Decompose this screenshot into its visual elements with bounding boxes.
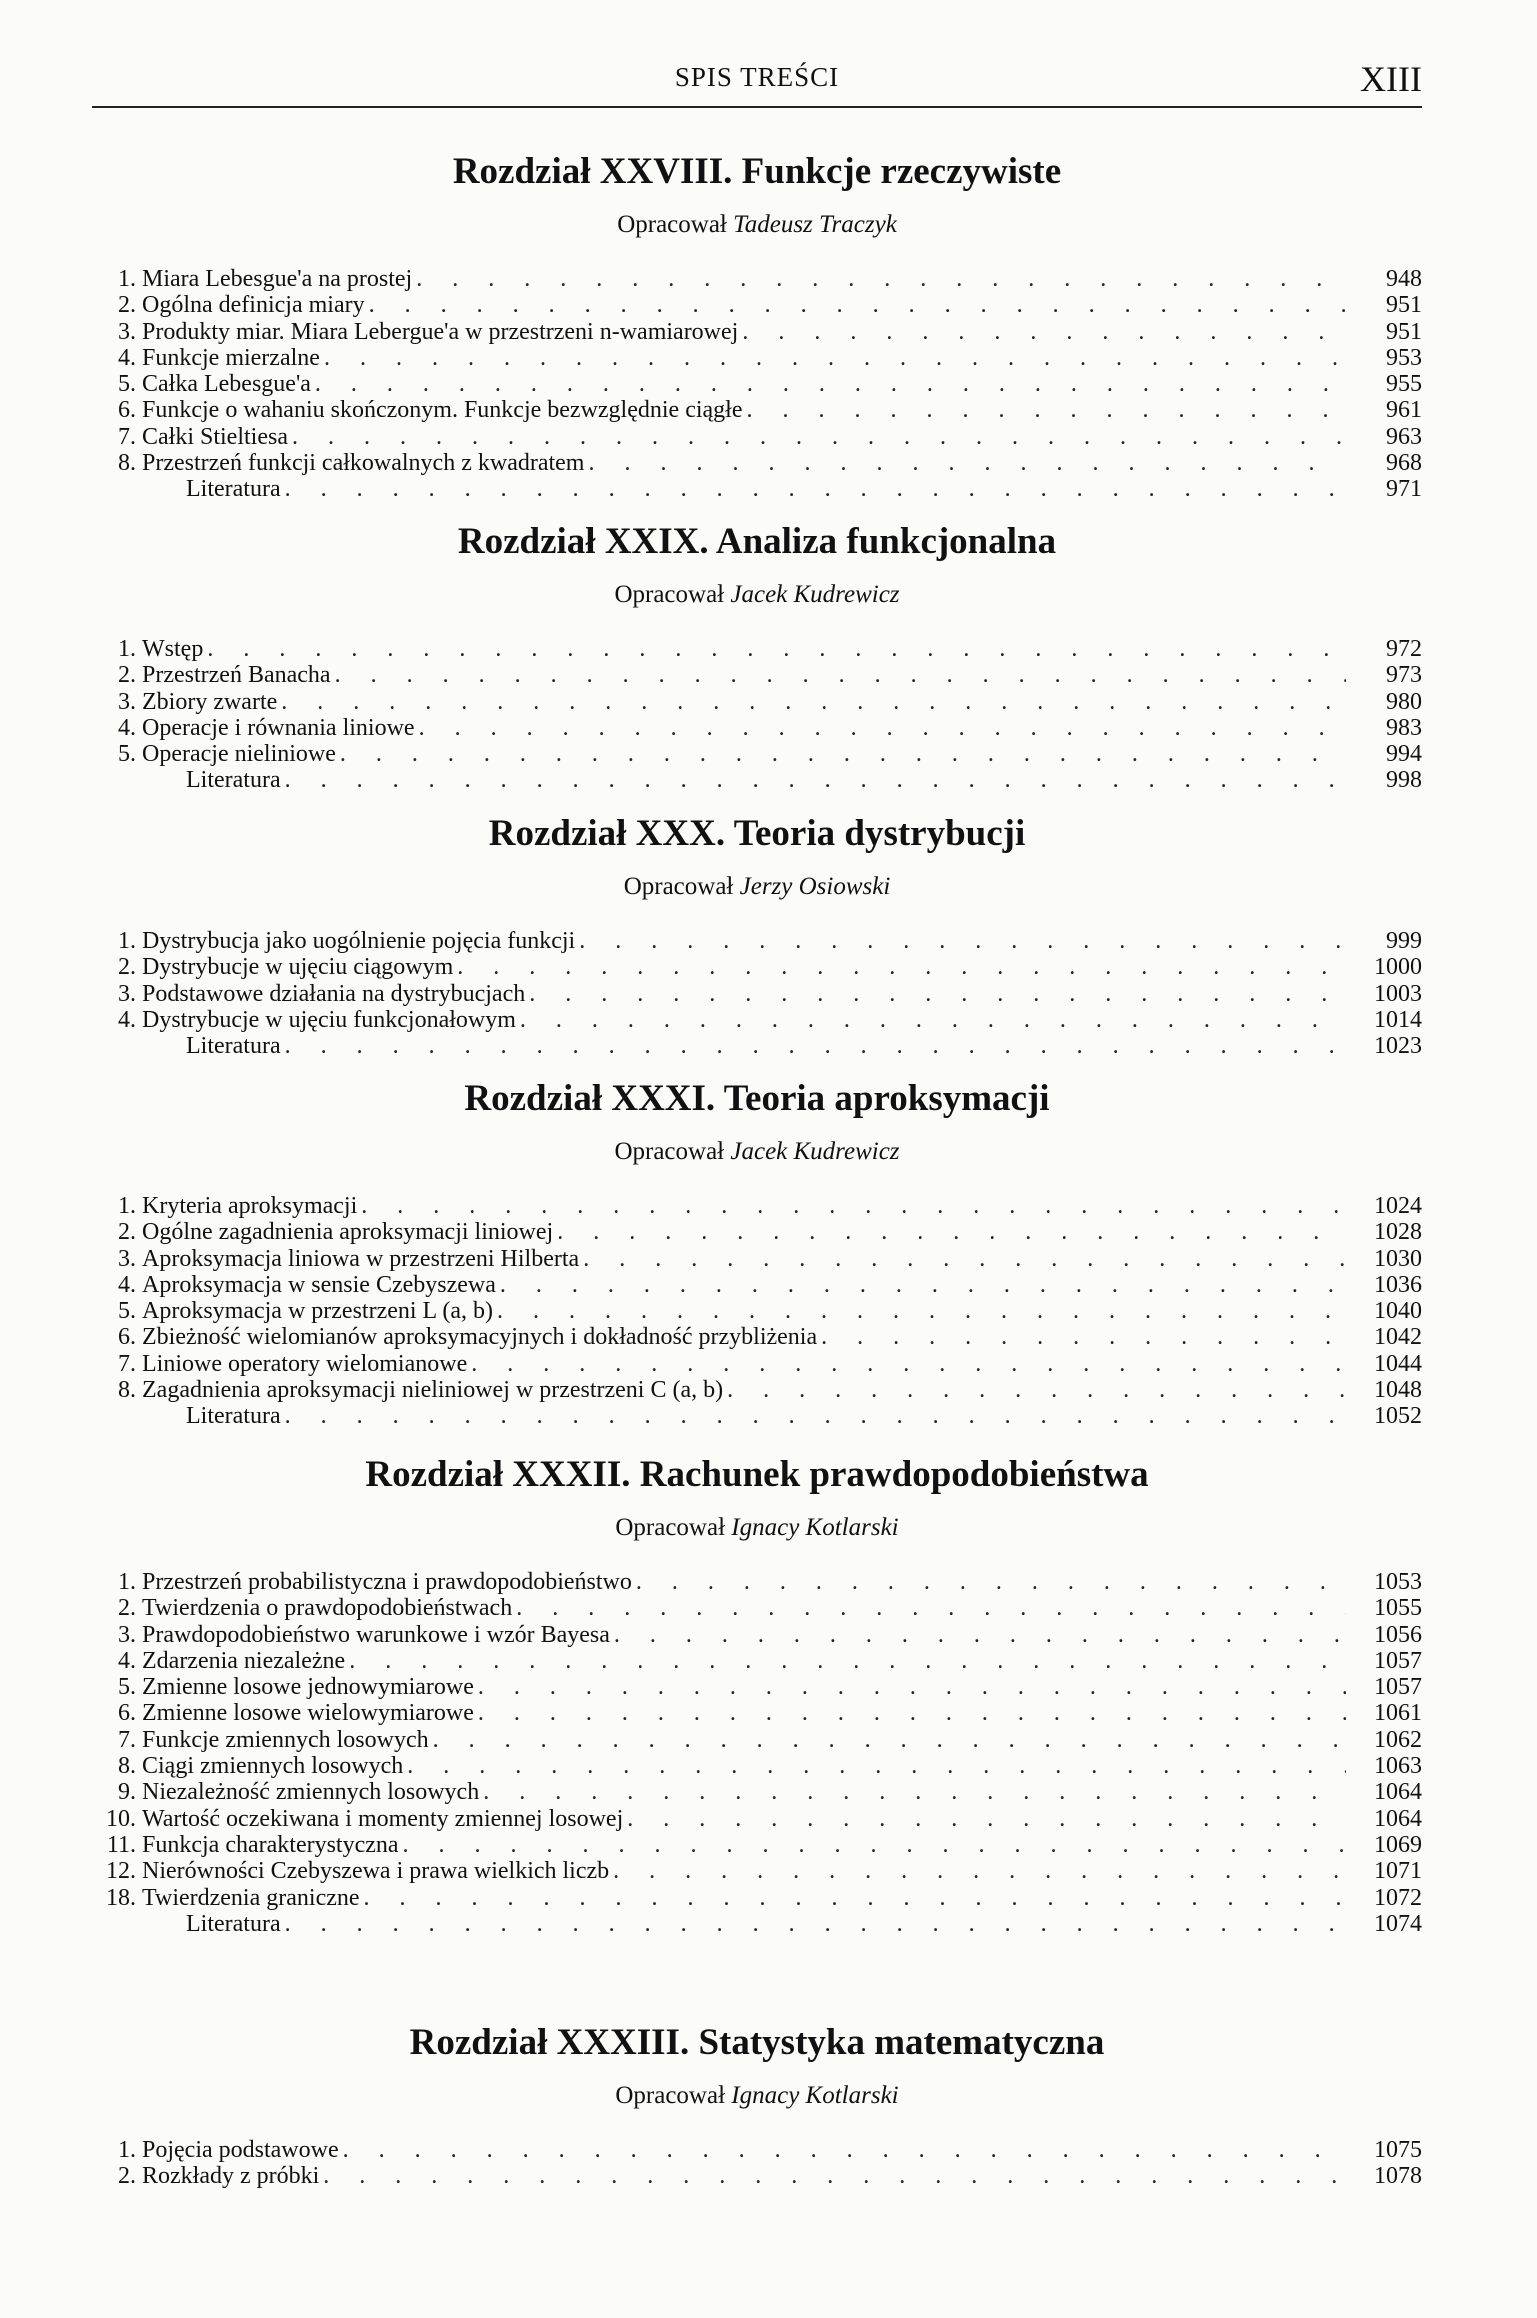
toc-entry xyxy=(92,1246,1422,1272)
toc-list xyxy=(92,1569,1422,1937)
toc-entry xyxy=(92,981,1422,1007)
chapter-title xyxy=(92,1077,1422,1121)
dot-leader xyxy=(285,767,1346,793)
dot-leader xyxy=(292,424,1346,450)
entry-number: 5. xyxy=(118,1674,136,1701)
entry-title: Zbieżność wielomianów aproksymacyjnych i dokładność przybliżenia xyxy=(142,1324,818,1351)
dot-leader xyxy=(281,689,1346,715)
dot-leader xyxy=(323,2163,1346,2189)
entry-title: Dystrybucje w ujęciu ciągowym xyxy=(142,954,454,981)
entry-title: Produkty miar. Miara Lebergue'a w przestrzeni n-wamiarowej xyxy=(142,318,739,345)
chapter-title xyxy=(92,2021,1422,2065)
author-label: Opracował xyxy=(615,1514,726,1541)
entry-title: Ogólne zagadnienia aproksymacji liniowej xyxy=(142,1219,554,1246)
entry-page: 1040 xyxy=(1374,1298,1422,1325)
entry-number: 3. xyxy=(118,318,136,345)
entry-title: Kryteria aproksymacji xyxy=(142,1193,358,1219)
dot-leader xyxy=(497,1298,1346,1324)
entry-number: 1. xyxy=(118,266,136,292)
chapter-topic: Funkcje rzeczywiste xyxy=(741,151,1062,192)
entry-title: Całki Stieltiesa xyxy=(142,423,288,450)
entry-page: 1014 xyxy=(1374,1006,1422,1033)
entry-page: 961 xyxy=(1386,397,1422,424)
dot-leader xyxy=(403,1832,1346,1858)
toc-list xyxy=(92,636,1422,794)
entry-number: 1. xyxy=(118,1193,136,1219)
entry-number: 18. xyxy=(106,1884,136,1911)
dot-leader xyxy=(343,2137,1346,2163)
entry-number: 7. xyxy=(118,423,136,450)
toc-entry xyxy=(92,1007,1422,1033)
toc-list xyxy=(92,2137,1422,2190)
toc-entry-literature xyxy=(92,767,1422,793)
toc-entry xyxy=(92,1806,1422,1832)
entry-number: 4. xyxy=(118,714,136,741)
toc-entry xyxy=(92,1595,1422,1621)
toc-entry xyxy=(92,1377,1422,1403)
entry-title: Zdarzenia niezależne xyxy=(142,1647,346,1674)
entry-page: 971 xyxy=(1386,476,1422,503)
toc-entry xyxy=(92,1622,1422,1648)
entry-number: 6. xyxy=(118,397,136,424)
toc-entry xyxy=(92,1858,1422,1884)
toc-entry xyxy=(92,1569,1422,1595)
entry-page: 973 xyxy=(1386,662,1422,689)
toc-entry xyxy=(92,1753,1422,1779)
toc-entry xyxy=(92,1779,1422,1805)
dot-leader xyxy=(746,397,1346,423)
dot-leader xyxy=(369,292,1346,318)
dot-leader xyxy=(557,1219,1346,1245)
page-header xyxy=(92,58,1422,108)
entry-page: 1000 xyxy=(1374,954,1422,981)
entry-number: 3. xyxy=(118,1621,136,1648)
chapter-title xyxy=(92,812,1422,856)
dot-leader xyxy=(614,1622,1346,1648)
dot-leader xyxy=(416,266,1346,292)
chapter-author xyxy=(92,2081,1422,2111)
entry-page: 953 xyxy=(1386,344,1422,371)
toc-entry xyxy=(92,397,1422,423)
entry-page: 1055 xyxy=(1374,1595,1422,1622)
entry-number: 1. xyxy=(118,928,136,954)
chapter-number: Rozdział XXXI. xyxy=(464,1078,716,1119)
toc-entry xyxy=(92,345,1422,371)
dot-leader xyxy=(613,1858,1346,1884)
entry-page: 1057 xyxy=(1374,1674,1422,1701)
dot-leader xyxy=(285,476,1346,502)
chapter-topic: Rachunek prawdopodobieństwa xyxy=(639,1454,1149,1495)
entry-page: 1053 xyxy=(1374,1569,1422,1595)
entry-title: Twierdzenia graniczne xyxy=(142,1884,360,1911)
entry-number: 1. xyxy=(118,1569,136,1595)
entry-page: 1030 xyxy=(1374,1245,1422,1272)
toc-entry xyxy=(92,2137,1422,2163)
toc-entry xyxy=(92,1324,1422,1350)
author-label: Opracował xyxy=(617,211,727,238)
dot-leader xyxy=(361,1193,1346,1219)
entry-number: 10. xyxy=(106,1805,136,1832)
entry-page: 1074 xyxy=(1374,1910,1422,1937)
entry-number: 8. xyxy=(118,1377,136,1404)
entry-title: Operacje i równania liniowe xyxy=(142,714,415,741)
entry-page: 994 xyxy=(1386,741,1422,768)
dot-leader xyxy=(583,1246,1346,1272)
entry-number: 5. xyxy=(118,741,136,768)
toc-entry xyxy=(92,1219,1422,1245)
chapter-number: Rozdział XXVIII. xyxy=(452,151,733,192)
toc-entry xyxy=(92,2163,1422,2189)
toc-list xyxy=(92,928,1422,1059)
entry-number: 2. xyxy=(118,954,136,981)
entry-page: 963 xyxy=(1386,423,1422,450)
entry-title: Dystrybucja jako uogólnienie pojęcia funkcji xyxy=(142,928,576,954)
toc-entry xyxy=(92,1351,1422,1377)
entry-title: Literatura xyxy=(186,767,281,794)
dot-leader xyxy=(315,371,1346,397)
entry-title: Aproksymacja liniowa w przestrzeni Hilberta xyxy=(142,1245,580,1272)
entry-page: 1024 xyxy=(1374,1193,1422,1219)
entry-title: Dystrybucje w ujęciu funkcjonałowym xyxy=(142,1006,516,1033)
entry-title: Zmienne losowe jednowymiarowe xyxy=(142,1674,474,1701)
author-label: Opracował xyxy=(614,581,725,608)
toc-entry xyxy=(92,1648,1422,1674)
dot-leader xyxy=(471,1351,1346,1377)
entry-title: Podstawowe działania na dystrybucjach xyxy=(142,980,526,1007)
entry-title: Ciągi zmiennych losowych xyxy=(142,1753,404,1780)
entry-page: 1036 xyxy=(1374,1271,1422,1298)
entry-number: 2. xyxy=(118,662,136,689)
entry-page: 1072 xyxy=(1374,1884,1422,1911)
entry-number: 7. xyxy=(118,1350,136,1377)
author-name: Tadeusz Traczyk xyxy=(733,211,897,238)
toc-entry xyxy=(92,636,1422,662)
entry-title: Literatura xyxy=(186,1033,281,1060)
toc-entry xyxy=(92,319,1422,345)
entry-title: Ogólna definicja miary xyxy=(142,292,365,319)
author-name: Ignacy Kotlarski xyxy=(731,1514,899,1541)
toc-entry xyxy=(92,1832,1422,1858)
dot-leader xyxy=(727,1377,1346,1403)
dot-leader xyxy=(207,636,1346,662)
dot-leader xyxy=(478,1700,1346,1726)
entry-number: 2. xyxy=(118,292,136,319)
dot-leader xyxy=(285,1911,1346,1937)
chapter-topic: Teoria dystrybucji xyxy=(733,813,1026,854)
chapter-topic: Analiza funkcjonalna xyxy=(715,521,1057,562)
chapter-author xyxy=(92,872,1422,902)
chapter-number: Rozdział XXXII. xyxy=(365,1454,631,1495)
entry-title: Prawdopodobieństwo warunkowe i wzór Bayesa xyxy=(142,1621,610,1648)
dot-leader xyxy=(742,319,1346,345)
entry-title: Literatura xyxy=(186,1403,281,1430)
entry-page: 983 xyxy=(1386,714,1422,741)
entry-number: 6. xyxy=(118,1700,136,1727)
entry-title: Aproksymacja w przestrzeni L (a, b) xyxy=(142,1298,493,1325)
toc-entry xyxy=(92,1272,1422,1298)
entry-title: Pojęcia podstawowe xyxy=(142,2137,339,2163)
entry-page: 951 xyxy=(1386,318,1422,345)
entry-title: Funkcje o wahaniu skończonym. Funkcje bezwzględnie ciągłe xyxy=(142,397,743,424)
entry-title: Literatura xyxy=(186,476,281,503)
author-name: Jerzy Osiowski xyxy=(739,873,891,900)
entry-page: 980 xyxy=(1386,688,1422,715)
entry-page: 1052 xyxy=(1374,1403,1422,1430)
toc-entry xyxy=(92,1298,1422,1324)
entry-page: 1063 xyxy=(1374,1753,1422,1780)
dot-leader xyxy=(324,345,1346,371)
entry-page: 1044 xyxy=(1374,1350,1422,1377)
entry-title: Literatura xyxy=(186,1910,281,1937)
dot-leader xyxy=(285,1403,1346,1429)
entry-page: 1071 xyxy=(1374,1858,1422,1885)
entry-page: 1056 xyxy=(1374,1621,1422,1648)
toc-entry xyxy=(92,1727,1422,1753)
entry-number: 4. xyxy=(118,344,136,371)
toc-entry-literature xyxy=(92,1403,1422,1429)
toc-entry-literature xyxy=(92,1911,1422,1937)
entry-title: Przestrzeń Banacha xyxy=(142,662,331,689)
toc-entry xyxy=(92,662,1422,688)
entry-number: 6. xyxy=(118,1324,136,1351)
entry-page: 1064 xyxy=(1374,1779,1422,1806)
dot-leader xyxy=(529,981,1346,1007)
entry-title: Funkcje zmiennych losowych xyxy=(142,1726,429,1753)
toc-list xyxy=(92,1193,1422,1430)
toc-entry xyxy=(92,954,1422,980)
entry-page: 1057 xyxy=(1374,1647,1422,1674)
entry-number: 8. xyxy=(118,1753,136,1780)
entry-page: 1023 xyxy=(1374,1033,1422,1060)
entry-page: 955 xyxy=(1386,371,1422,398)
chapter-xxxi xyxy=(92,1077,1422,1430)
entry-number: 12. xyxy=(106,1858,136,1885)
entry-title: Operacje nieliniowe xyxy=(142,741,336,768)
toc-entry xyxy=(92,715,1422,741)
toc-entry-literature xyxy=(92,476,1422,502)
chapter-xxix xyxy=(92,520,1422,794)
entry-title: Wartość oczekiwana i momenty zmiennej losowej xyxy=(142,1805,624,1832)
entry-number: 2. xyxy=(118,1595,136,1622)
entry-number: 5. xyxy=(118,371,136,398)
chapter-topic: Statystyka matematyczna xyxy=(698,2022,1105,2063)
entry-number: 11. xyxy=(106,1831,136,1858)
dot-leader xyxy=(520,1007,1346,1033)
dot-leader xyxy=(419,715,1346,741)
page-number: XIII xyxy=(1360,59,1422,99)
entry-number: 3. xyxy=(118,688,136,715)
entry-title: Niezależność zmiennych losowych xyxy=(142,1779,480,1806)
toc-entry xyxy=(92,689,1422,715)
chapter-author xyxy=(92,580,1422,610)
toc-entry xyxy=(92,292,1422,318)
dot-leader xyxy=(478,1674,1346,1700)
entry-page: 998 xyxy=(1386,767,1422,794)
entry-number: 1. xyxy=(118,2137,136,2163)
toc-entry-literature xyxy=(92,1033,1422,1059)
chapter-number: Rozdział XXIX. xyxy=(457,521,709,562)
author-name: Jacek Kudrewicz xyxy=(730,581,900,608)
chapter-xxxii xyxy=(92,1453,1422,1937)
entry-number: 3. xyxy=(118,1245,136,1272)
dot-leader xyxy=(407,1753,1346,1779)
toc-entry xyxy=(92,450,1422,476)
entry-number: 1. xyxy=(118,636,136,662)
dot-leader xyxy=(579,928,1346,954)
author-label: Opracował xyxy=(614,1138,725,1165)
dot-leader xyxy=(500,1272,1346,1298)
dot-leader xyxy=(364,1885,1346,1911)
dot-leader xyxy=(636,1569,1346,1595)
toc-entry xyxy=(92,1885,1422,1911)
dot-leader xyxy=(349,1648,1346,1674)
dot-leader xyxy=(483,1779,1346,1805)
entry-title: Zmienne losowe wielowymiarowe xyxy=(142,1700,474,1727)
chapter-author xyxy=(92,1137,1422,1167)
entry-page: 1078 xyxy=(1374,2163,1422,2190)
entry-number: 2. xyxy=(118,1219,136,1246)
author-label: Opracował xyxy=(615,2082,726,2109)
entry-title: Zagadnienia aproksymacji nieliniowej w przestrzeni C (a, b) xyxy=(142,1377,724,1404)
chapter-topic: Teoria aproksymacji xyxy=(723,1078,1050,1119)
entry-page: 972 xyxy=(1386,636,1422,662)
dot-leader xyxy=(821,1324,1346,1350)
entry-title: Twierdzenia o prawdopodobieństwach xyxy=(142,1595,513,1622)
entry-number: 7. xyxy=(118,1726,136,1753)
toc-entry xyxy=(92,266,1422,292)
entry-title: Funkcja charakterystyczna xyxy=(142,1831,399,1858)
dot-leader xyxy=(335,662,1346,688)
entry-title: Aproksymacja w sensie Czebyszewa xyxy=(142,1271,496,1298)
entry-page: 968 xyxy=(1386,450,1422,477)
toc-entry xyxy=(92,928,1422,954)
entry-title: Zbiory zwarte xyxy=(142,688,278,715)
entry-number: 4. xyxy=(118,1006,136,1033)
chapter-title xyxy=(92,150,1422,194)
chapter-xxx xyxy=(92,812,1422,1059)
running-head: SPIS TREŚCI xyxy=(674,62,840,92)
entry-title: Funkcje mierzalne xyxy=(142,344,320,371)
author-name: Ignacy Kotlarski xyxy=(731,2082,899,2109)
entry-page: 1028 xyxy=(1374,1219,1422,1246)
toc-list xyxy=(92,266,1422,503)
dot-leader xyxy=(588,450,1346,476)
dot-leader xyxy=(457,954,1346,980)
entry-number: 2. xyxy=(118,2163,136,2190)
entry-number: 8. xyxy=(118,450,136,477)
author-label: Opracował xyxy=(623,873,734,900)
chapter-xxviii xyxy=(92,150,1422,503)
toc-entry xyxy=(92,1700,1422,1726)
dot-leader xyxy=(627,1806,1346,1832)
entry-page: 1075 xyxy=(1374,2137,1422,2163)
chapter-xxxiii xyxy=(92,2021,1422,2190)
entry-page: 948 xyxy=(1386,266,1422,292)
toc-entry xyxy=(92,1193,1422,1219)
author-name: Jacek Kudrewicz xyxy=(730,1138,900,1165)
entry-title: Rozkłady z próbki xyxy=(142,2163,320,2190)
entry-page: 1048 xyxy=(1374,1377,1422,1404)
dot-leader xyxy=(516,1595,1346,1621)
entry-page: 1062 xyxy=(1374,1726,1422,1753)
entry-title: Miara Lebesgue'a na prostej xyxy=(142,266,413,292)
chapter-number: Rozdział XXXIII. xyxy=(409,2022,690,2063)
entry-page: 1069 xyxy=(1374,1831,1422,1858)
entry-page: 1042 xyxy=(1374,1324,1422,1351)
entry-page: 1061 xyxy=(1374,1700,1422,1727)
entry-title: Nierówności Czebyszewa i prawa wielkich liczb xyxy=(142,1858,610,1885)
entry-title: Liniowe operatory wielomianowe xyxy=(142,1350,468,1377)
entry-number: 9. xyxy=(118,1779,136,1806)
entry-number: 3. xyxy=(118,980,136,1007)
dot-leader xyxy=(340,741,1346,767)
chapter-author xyxy=(92,210,1422,240)
entry-page: 1064 xyxy=(1374,1805,1422,1832)
dot-leader xyxy=(285,1033,1346,1059)
dot-leader xyxy=(433,1727,1346,1753)
chapter-title xyxy=(92,520,1422,564)
entry-title: Wstęp xyxy=(142,636,204,662)
entry-number: 4. xyxy=(118,1271,136,1298)
entry-title: Całka Lebesgue'a xyxy=(142,371,311,398)
toc-entry xyxy=(92,741,1422,767)
chapter-title xyxy=(92,1453,1422,1497)
chapter-number: Rozdział XXX. xyxy=(488,813,726,854)
entry-number: 5. xyxy=(118,1298,136,1325)
entry-title: Przestrzeń probabilistyczna i prawdopodobieństwo xyxy=(142,1569,632,1595)
toc-entry xyxy=(92,1674,1422,1700)
entry-page: 1003 xyxy=(1374,980,1422,1007)
entry-title: Przestrzeń funkcji całkowalnych z kwadratem xyxy=(142,450,585,477)
entry-page: 951 xyxy=(1386,292,1422,319)
entry-number: 4. xyxy=(118,1647,136,1674)
entry-page: 999 xyxy=(1386,928,1422,954)
toc-entry xyxy=(92,371,1422,397)
toc-entry xyxy=(92,424,1422,450)
chapter-author xyxy=(92,1513,1422,1543)
